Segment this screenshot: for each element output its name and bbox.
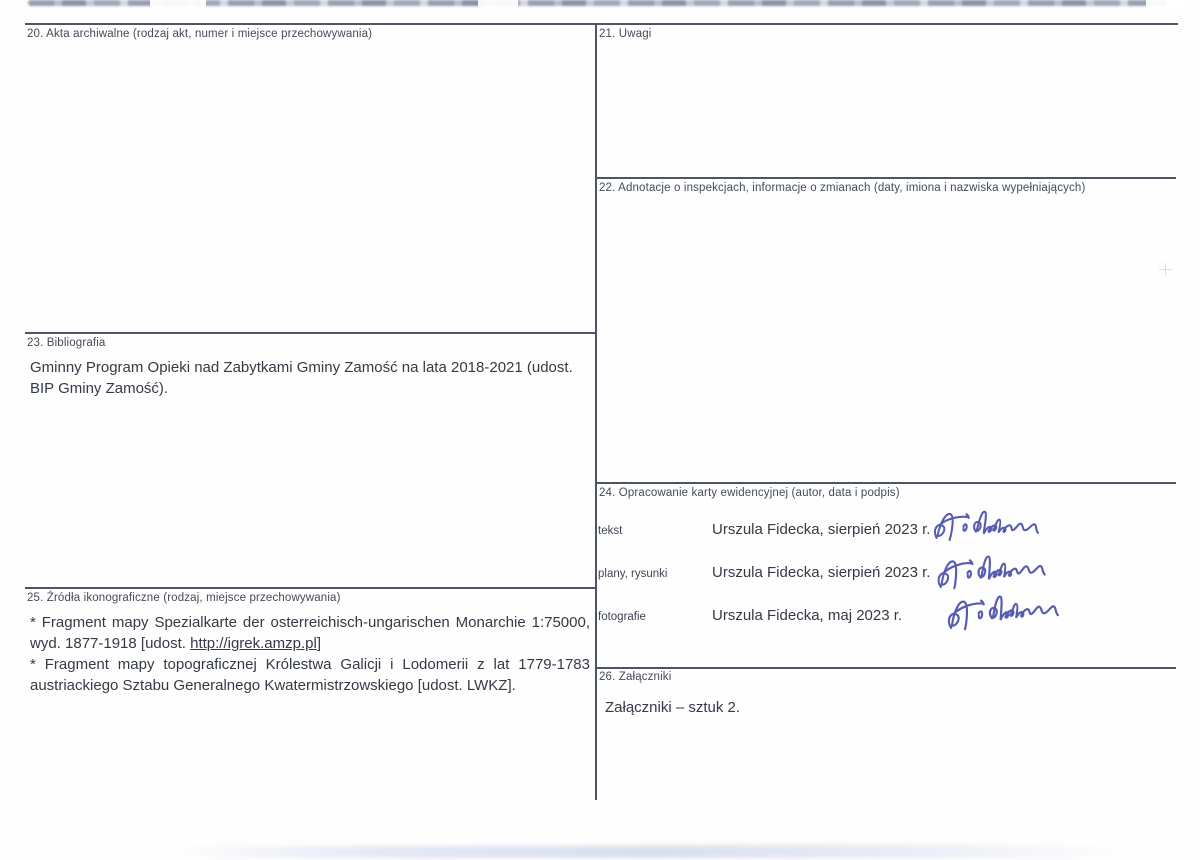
- zrodla-ikonograficzne-text: [30, 612, 590, 696]
- igrek-amzp-link[interactable]: http://igrek.amzp.pl: [190, 635, 317, 652]
- section-25-label: 25. Źródła ikonograficzne (rodzaj, miejsce przechowywania): [27, 592, 341, 604]
- scan-artifact-gap: [150, 0, 206, 9]
- divider-section-25: [25, 587, 596, 589]
- section-20-label: 20. Akta archiwalne (rodzaj akt, numer i miejsce przechowywania): [27, 28, 373, 40]
- zalaczniki-text: Załączniki – sztuk 2.: [605, 699, 741, 716]
- divider-section-26: [596, 667, 1176, 669]
- divider-section-23: [25, 332, 596, 334]
- divider-section-22: [596, 177, 1176, 179]
- scan-artifact-gap: [478, 0, 518, 9]
- divider-top: [25, 23, 1178, 25]
- section-26-label: 26. Załączniki: [599, 671, 672, 683]
- section-24-label: 24. Opracowanie karty ewidencyjnej (autor, data i podpis): [599, 487, 900, 499]
- divider-section-24: [596, 482, 1176, 484]
- source-text: * Fragment mapy Spezialkarte der osterreichisch-ungarischen Monarchie 1:75000, wyd. 1877-1918 [udost.: [30, 614, 590, 652]
- iconographic-source-item: [30, 612, 590, 654]
- scan-artifact-cross-mark: [1159, 263, 1172, 276]
- authorship-author-date: Urszula Fidecka, sierpień 2023 r.: [712, 564, 931, 581]
- scan-artifact-gap: [1146, 0, 1186, 9]
- authorship-role-label: plany, rysunki: [598, 568, 668, 580]
- authorship-author-date: Urszula Fidecka, maj 2023 r.: [712, 607, 903, 624]
- authorship-author-date: Urszula Fidecka, sierpień 2023 r.: [712, 521, 931, 538]
- section-22-label: 22. Adnotacje o inspekcjach, informacje o zmianach (daty, imiona i nazwiska wypełniających): [599, 182, 1086, 194]
- section-21-label: 21. Uwagi: [599, 28, 652, 40]
- authorship-role-label: tekst: [598, 525, 623, 537]
- scan-artifact-bottom-edge: [170, 846, 1130, 858]
- iconographic-source-item: * Fragment mapy topograficznej Królestwa Galicji i Lodomerii z lat 1779-1783 austriackiego Sztabu Generalnego Kwatermistrzowskiego [udost. LWKZ].: [30, 656, 590, 694]
- section-23-label: 23. Bibliografia: [27, 337, 106, 349]
- bibliografia-text: Gminny Program Opieki nad Zabytkami Gminy Zamość na lata 2018-2021 (udost. BIP Gminy Zamość).: [30, 359, 573, 397]
- source-text: ]: [316, 635, 322, 652]
- authorship-role-label: fotografie: [598, 611, 646, 623]
- divider-vertical: [595, 23, 597, 800]
